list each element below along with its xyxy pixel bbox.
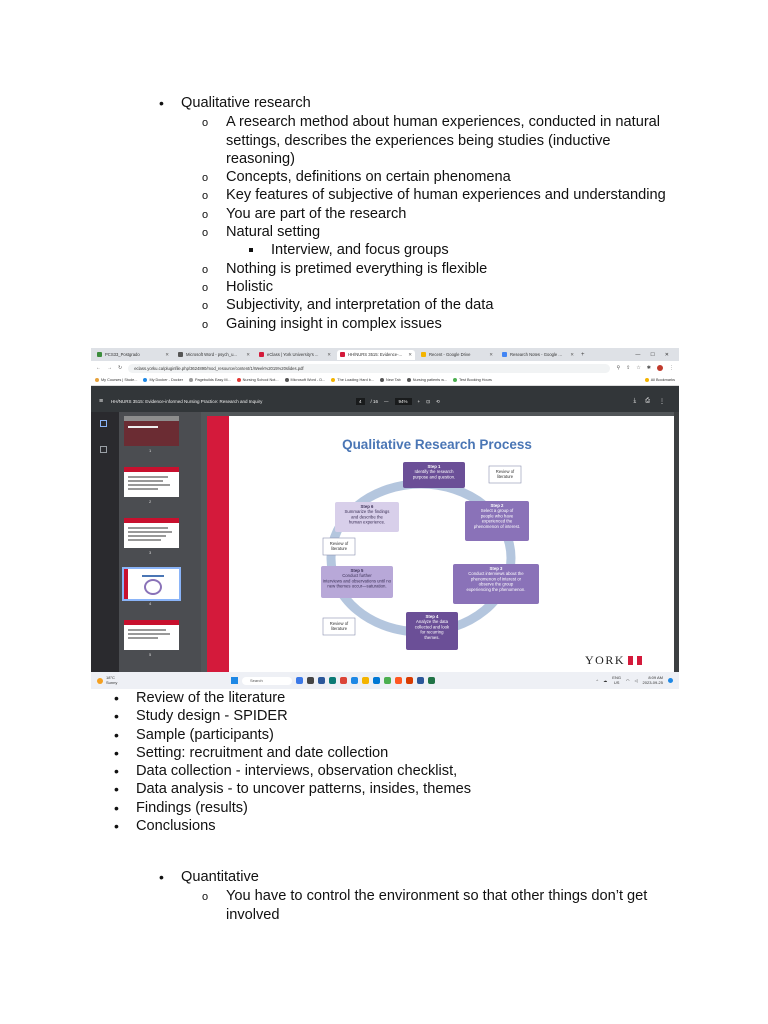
hamburger-menu-icon[interactable]: ≡ xyxy=(98,398,104,405)
taskbar-search[interactable]: Search xyxy=(242,677,292,685)
step-text: interviews and observations until no xyxy=(322,578,392,584)
review-literature-text: Review of xyxy=(329,541,349,546)
step-heading: Step 1 xyxy=(427,464,441,469)
thumbnail-number: 3 xyxy=(149,550,152,555)
forward-icon[interactable]: → xyxy=(107,365,112,371)
list-item: Interview, and focus groups xyxy=(271,241,726,259)
bookmark-item[interactable]: Pagebuilds Easy M... xyxy=(189,378,231,382)
more-icon[interactable]: ⋮ xyxy=(659,399,665,405)
qualitative-heading: • Qualitative research xyxy=(181,94,701,112)
notification-icon[interactable] xyxy=(668,678,673,683)
word-icon[interactable] xyxy=(417,677,424,684)
new-tab-icon[interactable]: + xyxy=(581,351,585,358)
outline-icon[interactable] xyxy=(100,446,107,453)
pdf-viewer xyxy=(201,412,679,672)
url-input[interactable]: eclass.yorku.ca/pluginfile.php/3624890/mod_resource/content/1/Week%2015%20slides.pdf xyxy=(128,364,610,373)
weather-widget[interactable]: 18°C Sunny xyxy=(91,676,231,685)
zoom-icon[interactable]: ⚲ xyxy=(616,365,621,371)
bookmark-item[interactable]: My Courses | Stude... xyxy=(95,378,137,382)
page-thumbnail[interactable] xyxy=(124,518,179,548)
step-text: Summarize the findings xyxy=(344,509,390,515)
pdf-sidebar xyxy=(91,412,119,672)
app-icon[interactable] xyxy=(384,677,391,684)
list-item: o Holistic xyxy=(226,278,681,296)
slide-title: Qualitative Research Process xyxy=(342,437,532,452)
app-icon[interactable] xyxy=(318,677,325,684)
excel-icon[interactable] xyxy=(428,677,435,684)
step-heading: Step 6 xyxy=(360,504,374,509)
bookmark-item[interactable]: Nursing School Not... xyxy=(237,378,279,382)
list-item: o You are part of the research xyxy=(226,205,681,223)
step-text: Identify the research xyxy=(414,469,454,475)
list-item: • Data analysis - to uncover patterns, insides, themes xyxy=(136,780,616,798)
browser-tab-active[interactable] xyxy=(337,350,415,360)
thumbnail-number: 2 xyxy=(149,499,152,504)
tab-favicon-icon xyxy=(421,352,426,357)
list-item: o Concepts, definitions on certain phenomena xyxy=(226,168,681,186)
list-item: o A research method about human experiences, conducted in natural settings, describes the experiences being studies (inductive reasoning) xyxy=(226,113,681,168)
pdf-toolbar xyxy=(91,391,679,412)
step-text: Analyze the data xyxy=(415,619,449,625)
print-icon[interactable]: ⎙ xyxy=(645,398,650,404)
review-literature-text: literature xyxy=(330,626,348,631)
step-text: human experience. xyxy=(348,519,386,525)
qualitative-sublist xyxy=(226,113,681,333)
download-icon[interactable]: ⤓ xyxy=(633,398,637,404)
app-icon[interactable] xyxy=(395,677,402,684)
wifi-icon[interactable]: ◠ xyxy=(625,678,630,683)
embedded-screenshot xyxy=(91,348,679,689)
window-controls xyxy=(635,352,679,358)
browser-tab[interactable] xyxy=(418,350,496,360)
star-icon[interactable]: ☆ xyxy=(636,365,641,371)
app-icon[interactable] xyxy=(373,677,380,684)
step-text: observe the group xyxy=(478,581,514,587)
natural-setting-sublist xyxy=(271,241,726,259)
close-icon[interactable]: ✕ xyxy=(570,351,574,357)
list-item: o Key features of subjective of human experiences and understanding xyxy=(226,186,681,204)
list-item: o Nothing is pretimed everything is flexible xyxy=(226,260,681,278)
natural-setting-sub-wrapper xyxy=(226,241,681,259)
pdf-actions xyxy=(634,398,679,405)
quantitative-sub-wrapper xyxy=(181,887,701,924)
list-item: o You have to control the environment so that other things don’t get involved xyxy=(226,887,681,924)
step-text: phenomenon of interest. xyxy=(473,523,521,529)
bookmark-item[interactable]: My Docker - Docker xyxy=(143,378,183,382)
browser-tab[interactable] xyxy=(94,350,172,360)
step-text: phenomenon of interest or xyxy=(470,576,522,582)
page-thumbnail[interactable] xyxy=(124,416,179,446)
step-heading: Step 5 xyxy=(350,568,364,573)
tab-favicon-icon xyxy=(259,352,264,357)
tab-favicon-icon xyxy=(97,352,102,357)
tab-label: PCS33_Postgrado xyxy=(105,352,140,357)
step-text: Conduct further xyxy=(342,573,372,579)
taskbar-apps xyxy=(231,677,435,685)
tab-label: HH/NURS 3515: Evidence-... xyxy=(348,352,402,357)
page-thumbnail[interactable] xyxy=(124,620,179,650)
step-text: and describe the xyxy=(351,514,383,520)
tab-label: Microsoft Word - psych_u... xyxy=(186,352,237,357)
review-literature-text: literature xyxy=(330,546,348,551)
close-icon[interactable]: ✕ xyxy=(327,351,331,357)
review-literature-text: Review of xyxy=(329,621,349,626)
york-logo: YORK xyxy=(585,653,642,668)
list-item: • Sample (participants) xyxy=(136,726,616,744)
tab-label: eClass | York University's ... xyxy=(267,352,319,357)
list-item: o Gaining insight in complex issues xyxy=(226,315,681,333)
list-item: • Conclusions xyxy=(136,817,616,835)
page-total: / 16 xyxy=(370,399,379,404)
thumbnail-number: 4 xyxy=(149,601,152,606)
quantitative-heading: • Quantitative xyxy=(181,868,701,886)
sun-icon xyxy=(97,678,103,684)
step-text: collected and look xyxy=(414,624,450,630)
all-bookmarks[interactable]: All Bookmarks xyxy=(645,378,679,382)
step-text: for recurring xyxy=(420,629,444,635)
close-icon[interactable]: ✕ xyxy=(408,351,412,357)
zoom-input[interactable]: 94% xyxy=(395,398,412,405)
tab-label: Recent - Google Drive xyxy=(429,352,471,357)
review-literature-text: Review of xyxy=(495,469,515,474)
maximize-icon[interactable]: ☐ xyxy=(650,351,655,358)
qualitative-list xyxy=(181,94,701,333)
list-item: • Setting: recruitment and date collection xyxy=(136,744,616,762)
windows-start-icon[interactable] xyxy=(231,677,238,684)
bookmark-item[interactable]: Microsoft Word - D... xyxy=(285,378,326,382)
step-text: Select a group of xyxy=(480,508,514,514)
chrome-icon[interactable] xyxy=(340,677,347,684)
quantitative-sublist xyxy=(226,887,681,924)
app-icon[interactable] xyxy=(296,677,303,684)
scrollbar[interactable] xyxy=(674,412,679,672)
list-item: • Findings (results) xyxy=(136,799,616,817)
review-literature-text: literature xyxy=(496,474,514,479)
onedrive-icon[interactable]: ☁ xyxy=(603,678,608,683)
step-text: new themes occur—saturation. xyxy=(327,583,387,589)
bookmark-item[interactable]: Test Booking Hours xyxy=(453,378,492,382)
folder-icon[interactable] xyxy=(362,677,369,684)
menu-icon[interactable]: ⋮ xyxy=(669,365,674,371)
process-steps-list xyxy=(136,689,616,835)
pdf-title: HH/NURS 3515: Evidence-informed Nursing Practice: Research and Inquiry xyxy=(111,399,263,404)
fit-page-icon[interactable]: ⊡ xyxy=(426,398,430,404)
page-thumbnail-selected[interactable] xyxy=(124,569,179,599)
volume-icon[interactable]: ◁ xyxy=(634,678,638,683)
profile-icon[interactable] xyxy=(657,365,663,371)
rotate-icon[interactable]: ⟲ xyxy=(435,398,440,404)
list-item: o Subjectivity, and interpretation of the data xyxy=(226,296,681,314)
chevron-up-icon[interactable]: ^ xyxy=(596,678,599,683)
app-icon[interactable] xyxy=(307,677,314,684)
bookmark-item[interactable]: Nursing patients w... xyxy=(407,378,447,382)
bookmark-item[interactable]: New Tab xyxy=(380,378,401,382)
list-item: • Review of the literature xyxy=(136,689,616,707)
close-window-icon[interactable]: ✕ xyxy=(664,351,669,358)
tab-favicon-icon xyxy=(178,352,183,357)
system-tray xyxy=(596,676,679,685)
app-icon[interactable] xyxy=(351,677,358,684)
browser-tab[interactable] xyxy=(256,350,334,360)
page-number-input[interactable]: 4 xyxy=(356,398,365,405)
zoom-in-icon[interactable]: + xyxy=(417,399,421,404)
browser-tab[interactable] xyxy=(499,350,577,360)
tab-favicon-icon xyxy=(340,352,345,357)
thumbnail-panel xyxy=(119,412,209,672)
step-heading: Step 3 xyxy=(489,566,503,571)
extensions-icon[interactable]: ✱ xyxy=(646,365,651,371)
clock[interactable]: 8:09 AM 2023-09-25 xyxy=(642,675,663,685)
thumbnails-icon[interactable] xyxy=(100,420,107,427)
reload-icon[interactable]: ↻ xyxy=(118,365,123,371)
quantitative-list xyxy=(181,868,701,924)
language-indicator[interactable]: ENG US xyxy=(612,675,621,685)
minimize-icon[interactable]: — xyxy=(635,351,641,358)
app-icon[interactable] xyxy=(329,677,336,684)
tab-favicon-icon xyxy=(502,352,507,357)
back-icon[interactable]: ← xyxy=(96,365,101,371)
zoom-out-icon[interactable]: — xyxy=(384,399,389,404)
process-cycle-diagram xyxy=(207,416,679,672)
list-item: o Natural setting xyxy=(226,223,681,241)
browser-tab-bar xyxy=(91,348,679,361)
page-thumbnail[interactable] xyxy=(124,467,179,497)
app-icon[interactable] xyxy=(406,677,413,684)
step-heading: Step 4 xyxy=(425,614,439,619)
step-text: experienced the xyxy=(481,518,513,524)
step-text: themes. xyxy=(424,634,440,640)
step-text: experiencing the phenomenon. xyxy=(466,586,526,592)
thumbnail-number: 5 xyxy=(149,652,152,657)
pdf-page xyxy=(207,416,679,672)
address-bar xyxy=(91,361,679,375)
tab-label: Research Notes - Google ... xyxy=(510,352,562,357)
step-text: purpose and question. xyxy=(412,474,456,480)
share-icon[interactable]: ⇪ xyxy=(626,365,631,371)
pdf-pager xyxy=(356,398,440,405)
browser-tab[interactable] xyxy=(175,350,253,360)
qualitative-sub-wrapper xyxy=(181,113,701,333)
close-icon[interactable]: ✕ xyxy=(489,351,493,357)
bookmark-item[interactable]: The Loading Hard b... xyxy=(331,378,374,382)
step-heading: Step 2 xyxy=(490,503,504,508)
list-item: • Study design - SPIDER xyxy=(136,707,616,725)
bookmarks-bar xyxy=(91,375,679,386)
thumbnail-number: 1 xyxy=(149,448,152,453)
step-text: people who have xyxy=(480,513,514,519)
windows-taskbar xyxy=(91,672,679,689)
close-icon[interactable]: ✕ xyxy=(165,351,169,357)
close-icon[interactable]: ✕ xyxy=(246,351,250,357)
step-text: Conduct interviews about the xyxy=(468,571,524,577)
list-item: • Data collection - interviews, observation checklist, xyxy=(136,762,616,780)
